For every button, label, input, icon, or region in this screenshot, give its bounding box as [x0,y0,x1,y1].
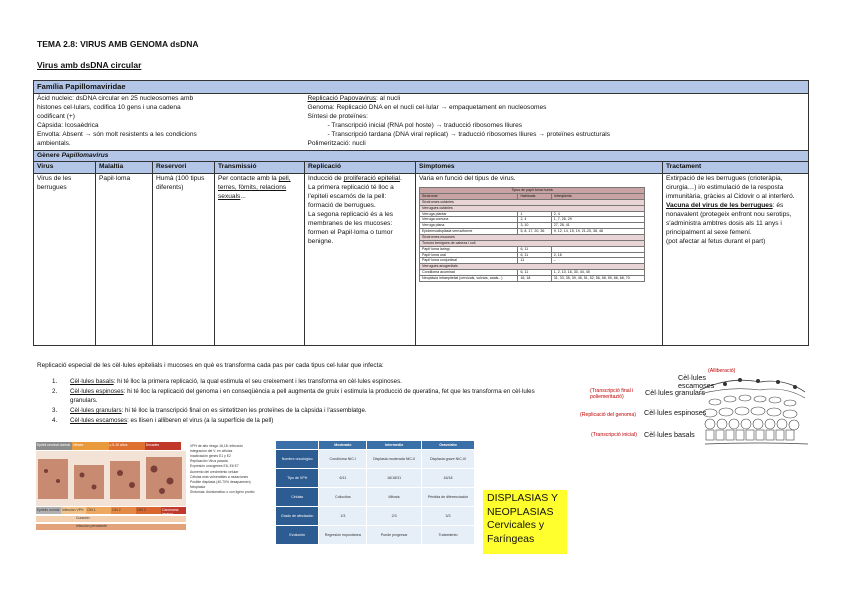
grade-cell: 16/18/31 [367,469,422,488]
replication-first: La primera replicació té lloc a l'epiteli escamós de la pell: formació de berrugues. [308,184,394,210]
symptom-cell: Papil·loma conjuntival [420,258,518,264]
cell-tractament [663,174,809,346]
symptom-cell: 16, 18 [518,275,551,281]
symptom-header: Habituals [518,194,551,200]
page-title: TEMA 2.8: VIRUS AMB GENOMA dsDNA [37,39,199,49]
symptom-cell: 11 [518,258,551,264]
envelope-line-2: ambientals. [37,139,71,147]
vaccine-text: : és nonavalent (protegeix enfront nou serotips, s'administra ambtres dosis als 11 anys i principalment al sexe femení. [666,202,792,236]
replication-line [308,95,806,104]
genome-line: Genoma: Replicació DNA en el nucli cel·lular → empaquetament en nucleosomes [307,104,547,112]
grade-cell: Displasia grave NIC-III [422,450,475,469]
cell-simptomes [416,174,663,346]
symptom-cell: 1, 7, 26, 29 [551,217,644,223]
symptom-cell: 31, 33, 35, 39, 45, 51, 52, 56, 58, 59, 66, 68, 70 [551,275,644,281]
grade-cell: 1/3 [319,507,367,526]
treatment-note: (pot afectar al fetus durant el part) [666,237,766,245]
col-transmissio: Transmissió [215,162,305,174]
symptom-cell: 2, 4 [518,217,551,223]
symptom-cell: Verruga comuna [420,217,518,223]
grade-cell: Pérdida de diferenciación [422,488,475,507]
note: VPH de alto riesgo 16,18: infección [190,444,243,448]
grade-cell: Coilocitos [319,488,367,507]
late-transcription: - Transcripció tardana (DNA viral replicat) → traducció ribosomes lliures → proteïnes estructurals [308,131,806,140]
family-properties [34,94,305,150]
symptom-group: Tumors benignes de cabeza i coll [420,240,645,246]
grade-row [276,488,475,507]
nucleic-acid-line: Àcid nucleic: dsDNA circular en 25 nucleosomes amb [37,95,194,103]
grade-cell: 16/18 [422,469,475,488]
list-label: Cèl·lules granulars [70,406,122,414]
note: Integración del V. en células [190,449,233,454]
stage-label: Epitelio normal [37,508,60,512]
cell-reservori: Humà (100 tipus diferents) [153,174,215,346]
grade-row [276,450,475,469]
list-text: : hi té lloc la transcripció final on es sintetitzen les proteïnes de la càpsida i l'assemblatge. [121,406,367,414]
replication-description: Replicació especial de les cèl·lules epitelials i mucoses en què es transforma cada pas per cada tipus cel·lular que infecta: [37,362,384,369]
arrow-persistente: Infección persistente [36,524,186,530]
note: Posible displasia (40-70% desaparecen) [190,479,251,484]
grade-cell: Condiloma NIC-I [319,450,367,469]
list-item [52,407,562,416]
symptom-cell: 9, 12, 14, 15, 19, 21-25, 38, 46 [551,229,644,235]
list-item [52,417,562,426]
list-label: Cèl·lules escamoses [70,416,128,424]
highlight-line: Cervicales y [487,519,545,532]
cell-transmissio [215,174,305,346]
cell-malaltia: Papil·loma [96,174,153,346]
replication-rest: : al nucli [376,95,401,103]
symptom-row [420,275,645,281]
symptom-cell: 1 [518,211,551,217]
grade-cell: 3/3 [422,507,475,526]
symptom-cell: Condiloma acuminat [420,270,518,276]
replication-proliferation: proliferació epitelial [343,175,401,183]
grade-header [276,441,319,450]
symptom-cell: 6, 11 [518,270,551,276]
symptom-cell: 6, 11 [518,246,551,252]
symptom-cell: 2, 16 [551,252,644,258]
grade-row-label: Evolución [276,526,319,545]
note: Neoplasia [190,484,206,489]
symptom-cell: Papil·loma laringi [420,246,518,252]
grade-cell: Mitosis [367,488,422,507]
grade-row [276,526,475,545]
list-item [52,388,562,406]
nucleic-acid-line-3: codificant (+) [37,113,75,121]
symptoms-text: Varia en funció del tipus de virus. [419,175,516,183]
timeline-label: ≤ 5-10 años [109,442,145,450]
hpv-progression-figure [36,442,268,554]
note: Aumento del crecimiento celular [190,469,239,474]
grade-row-label: Nombre oncológico [276,450,319,469]
symptom-group: Verrugues cutànies [420,205,645,211]
arrow-curacion: Curación [36,516,186,522]
replication-period: . [400,175,402,183]
highlight-line: Faríngeas [487,532,535,545]
symptom-cell: Verruga plantar [420,211,518,217]
grade-cell: Tratamiento [422,526,475,545]
list-label: Cèl·lules basals [70,378,114,385]
label-granulars: Cèl·lules granulars [645,388,705,397]
highlight-line: NEOPLASIAS [487,505,554,518]
family-header: Família Papillomaviridae [34,81,809,94]
symptom-header: Infreqüents [551,194,644,200]
list-number: 3. [52,406,58,414]
label-transc-final: (Transcripció final i poliemeritazió) [590,388,634,400]
grade-cell: Puede progresar [367,526,422,545]
symptom-group: Síndromes cutànies [420,199,645,205]
symptom-cell: Papil·loma oral [420,252,518,258]
stage-label: CIN 2 [111,507,136,514]
stage-label: Carcinoma invasor [161,507,186,514]
replication-second: La segona replicació és a les membranes de les mucoses: formen el Papil·loma o tumor benigne. [308,210,394,245]
note: Expresión oncogenes E6, E6 E7 [190,464,239,469]
vaccine-label: Vacuna del virus de les berrugues [666,202,773,210]
stage-label: Infección VPH [61,507,86,514]
transmission-text: Per contacte amb la [218,175,279,183]
section-subtitle: Virus amb dsDNA circular [37,60,142,70]
papillomaviridae-table [33,80,809,346]
symptom-rows [420,199,645,281]
list-text: : hi té lloc la replicació del genoma i en conseqüència a pell augmenta de gruix i estimula la producció de queratina, fet que les transforma en cèl·lules granulars. [70,387,535,404]
list-text: : es llisen i alliberen el virus (a la superfície de la pell) [127,416,274,424]
replication-label: Replicació Papovavirus [307,95,377,103]
symptom-cell: Neoplàsia intraepitelial (cervicals, vulvars, anals...) [420,275,518,281]
col-replicacio: Replicació [305,162,416,174]
stage-bar [36,507,186,514]
cell-type-list [52,378,562,427]
list-label: Cèl·lules espinoses [70,387,124,395]
list-number: 1. [52,378,58,385]
highlight-line: DISPLASIAS Y [487,492,559,504]
list-text: : hi té lloc la primera replicació, la qual estimula el seu creixement i les transforma en cèl·lules espinoses. [113,378,402,385]
label-rep-genoma: (Replicació del genoma) [580,412,636,418]
label-espinoses: Cèl·lules espinoses [644,408,707,417]
grade-row-label: Grado de afectación [276,507,319,526]
note: Células más vulnerables a mutaciones [190,474,249,479]
capsid-line: Càpsida: Icosaèdrica [37,121,99,129]
progression-notes [190,444,268,495]
timeline-label: Meses [72,442,108,450]
grade-cell: Regresión espontánea [319,526,367,545]
epithelium-diagram [580,368,812,446]
col-tractament: Tractament [663,162,809,174]
timeline-label: Epiteli cervical normal [36,442,72,450]
list-number: 2. [52,387,58,395]
symptom-subtable-title: Tipus de papil·loma humà [420,188,645,194]
progression-illustration [36,451,186,506]
grade-header: Grave/alto [422,441,475,450]
symptom-cell: 6, 11 [518,252,551,258]
note: Inactivación genes E1 y E2 [190,454,231,459]
stage-label: CIN 3 [136,507,161,514]
label-alliberacio: (Alliberació) [708,368,736,374]
symptom-cell: Verruga plana [420,223,518,229]
label-basals: Cèl·lules basals [644,430,695,439]
polymerization-line: Polimerització: nucli [307,139,366,147]
grade-cell: 6/11 [319,469,367,488]
synthesis-line: Síntesi de proteïnes: [307,113,368,121]
list-number: 4. [52,416,58,424]
grade-cell: Displasia moderada NIC-II [367,450,422,469]
symptom-cell: 3, 10 [518,223,551,229]
symptom-cell: 27, 28, 41 [551,223,644,229]
transmission-ellipsis: ... [240,193,246,201]
col-simptomes: Símptomes [416,162,663,174]
transmission-underlined: pell, terres, fòmits, relacions sexuals [218,175,291,201]
genus-prefix: Gènere [37,151,62,159]
replication-intro: Inducció de [308,175,344,183]
nucleic-acid-line-2: histones cel·lulars, codifica 10 gens i una cadena [37,104,181,112]
grade-row [276,507,475,526]
neoplasia-grade-table [275,440,475,545]
col-virus: Virus [34,162,96,174]
note: Replicación Virus parada [190,459,228,464]
grade-rows [276,450,475,545]
grade-header: Intermedio [367,441,422,450]
cell-replicacio [305,174,416,346]
symptom-cell: 2, 4 [551,211,644,217]
symptom-cell: 1, 2, 10, 16, 30, 44, 45 [551,270,644,276]
symptom-subtable [419,187,645,282]
family-replication [305,94,809,150]
cell-virus: Virus de les berrugues [34,174,96,346]
symptom-cell: Epidermodisplàsia verruciforme [420,229,518,235]
grade-row-label: Tipo de VPH [276,469,319,488]
grade-cell: 2/3 [367,507,422,526]
treatment-text: Extirpació de les berrugues (crioteràpia, cirurgia…) i/o estimulació de la resposta immunitària, gràcies al Cidovir o al interferó. [666,175,795,201]
early-transcription: - Transcripció inicial (RNA pol hoste) → traducció ribosomes lliures [308,122,806,131]
symptom-group: Verrugues anogenitals [420,264,645,270]
col-malaltia: Malaltia [96,162,153,174]
col-reservori: Reservori [153,162,215,174]
list-item [52,378,562,387]
envelope-line: Envolta: Absent → són molt resistents a les condicions [37,130,197,138]
stage-label: CIN 1 [86,507,111,514]
genus-name: Papillomavirus [61,151,109,159]
grade-header: Moderado [319,441,367,450]
symptom-cell: – [551,258,644,264]
highlight-box [483,490,567,554]
note: Síntomas: Asintomático o con ligero prurito [190,489,255,494]
symptom-header: Síndrome [420,194,518,200]
label-escamoses: Cèl·lules escamoses [678,373,715,390]
symptom-cell: 5, 8, 17, 20, 36 [518,229,551,235]
genus-header [34,150,809,162]
progression-timeline [36,442,181,450]
symptom-group: Síndromes mucoses [420,235,645,241]
label-transc-inicial: (Transcripció inicial) [591,432,637,438]
grade-row-label: Células [276,488,319,507]
timeline-label: Decades [145,442,181,450]
progression-arrows [36,516,186,530]
grade-row [276,469,475,488]
